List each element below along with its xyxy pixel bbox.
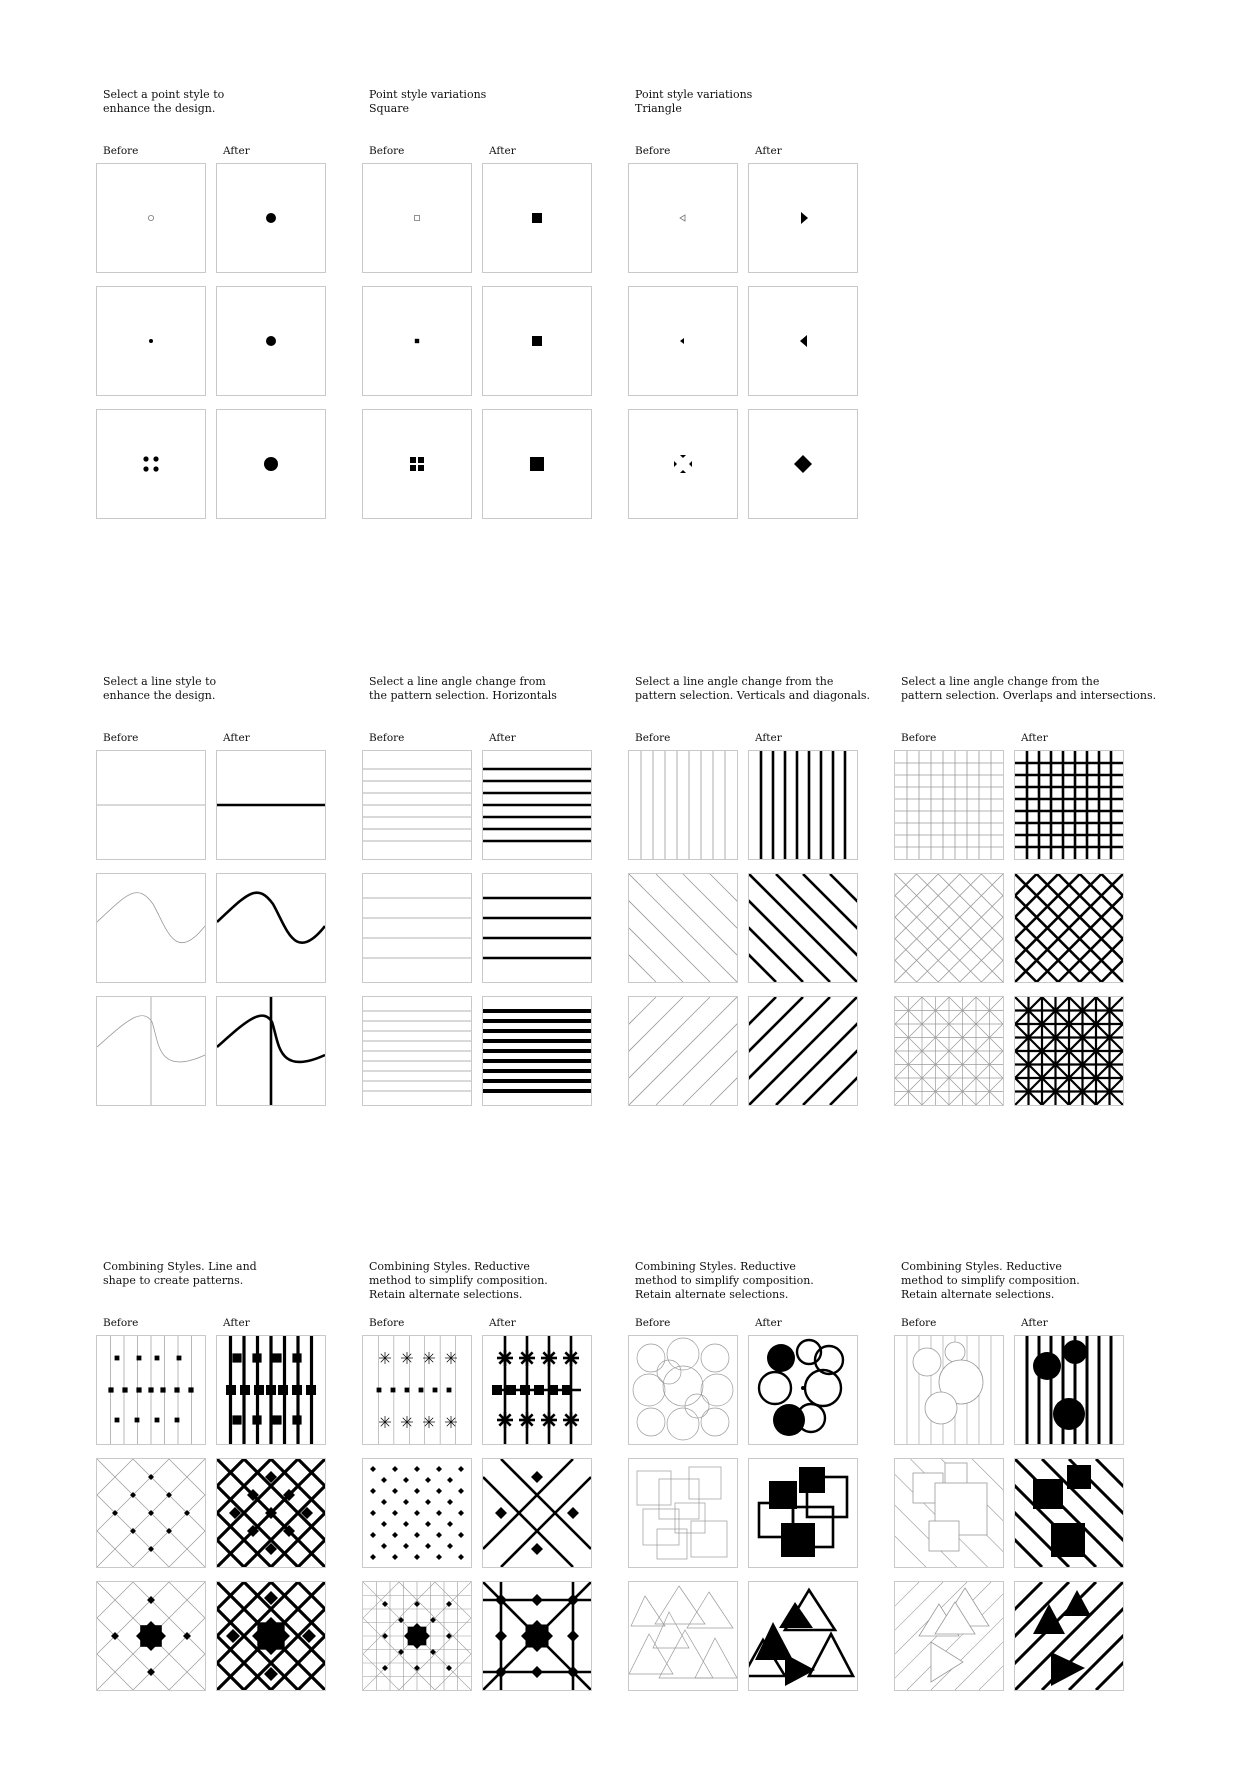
pattern-tile-before xyxy=(628,1581,738,1691)
pattern-tile-after xyxy=(482,873,592,983)
group-caption: Point style variations Triangle xyxy=(635,88,753,115)
combo-diamond-lattice-thin xyxy=(97,1459,205,1567)
before-label: Before xyxy=(901,1317,937,1329)
point-triangles-quad xyxy=(629,410,737,518)
triangles-bold xyxy=(749,1582,857,1690)
pattern-tile-before xyxy=(96,409,206,519)
crosshatch-bold xyxy=(1015,874,1123,982)
verticals-thin xyxy=(629,751,737,859)
point-square-filled xyxy=(483,164,591,272)
triangles-thin xyxy=(629,1582,737,1690)
squares-thin xyxy=(629,1459,737,1567)
pattern-tile-before xyxy=(894,873,1004,983)
diagonals-up-bold xyxy=(749,997,857,1105)
before-label: Before xyxy=(369,732,405,744)
after-label: After xyxy=(489,145,516,157)
pattern-tile-before xyxy=(362,409,472,519)
before-label: Before xyxy=(103,1317,139,1329)
pattern-tile-before xyxy=(96,286,206,396)
before-label: Before xyxy=(103,145,139,157)
group-caption: Select a line angle change from the pattern selection. Horizontals xyxy=(369,675,557,702)
pattern-tile-after xyxy=(216,409,326,519)
group-caption: Select a line style to enhance the design. xyxy=(103,675,217,702)
group-caption: Select a line angle change from the pattern selection. Verticals and diagonals. xyxy=(635,675,871,702)
line-wave-vertical-bold xyxy=(217,997,325,1105)
pattern-tile-after xyxy=(482,750,592,860)
pattern-tile-before xyxy=(362,873,472,983)
pattern-tile-after xyxy=(216,163,326,273)
after-label: After xyxy=(1021,732,1048,744)
pattern-tile-before xyxy=(362,163,472,273)
pattern-tile-after xyxy=(216,1581,326,1691)
pattern-tile-before xyxy=(628,409,738,519)
pattern-tile-before xyxy=(96,996,206,1106)
pattern-tile-before xyxy=(362,286,472,396)
pattern-tile-before xyxy=(96,1335,206,1445)
grid-thin xyxy=(895,751,1003,859)
pattern-tile-after xyxy=(216,873,326,983)
pattern-tile-before xyxy=(628,1335,738,1445)
pattern-tile-after xyxy=(748,750,858,860)
pattern-tile-before xyxy=(96,163,206,273)
point-triangle-left xyxy=(749,287,857,395)
point-diamond xyxy=(749,410,857,518)
pattern-tile-before xyxy=(894,996,1004,1106)
horizontals-11-bold xyxy=(483,997,591,1105)
horizontals-8-thin xyxy=(363,751,471,859)
combo-star-lattice-thin xyxy=(97,1582,205,1690)
pattern-tile-before xyxy=(894,1581,1004,1691)
pattern-tile-after xyxy=(482,1335,592,1445)
line-horizontal-bold xyxy=(217,751,325,859)
pattern-tile-before xyxy=(628,163,738,273)
combo-stars-bold xyxy=(483,1336,591,1444)
squares-bold xyxy=(749,1459,857,1567)
point-dot-small xyxy=(97,287,205,395)
after-label: After xyxy=(489,732,516,744)
before-label: Before xyxy=(103,732,139,744)
pattern-tile-after xyxy=(1014,750,1124,860)
before-label: Before xyxy=(635,1317,671,1329)
before-label: Before xyxy=(635,732,671,744)
horizontals-8-bold xyxy=(483,751,591,859)
combo-star-grid-thin xyxy=(363,1582,471,1690)
combo-diamond-lattice-bold xyxy=(217,1459,325,1567)
combo-star-lattice-bold xyxy=(217,1582,325,1690)
pattern-tile-after xyxy=(748,1458,858,1568)
pattern-tile-after xyxy=(748,996,858,1106)
circles-bold xyxy=(749,1336,857,1444)
line-wave-bold xyxy=(217,874,325,982)
horizontals-4-thin xyxy=(363,874,471,982)
combo-vlines-squares-bold xyxy=(217,1336,325,1444)
point-triangle-outline xyxy=(629,164,737,272)
grid-crosshatch-bold xyxy=(1015,997,1123,1105)
point-squares-quad xyxy=(363,410,471,518)
point-triangle-left-small xyxy=(629,287,737,395)
before-label: Before xyxy=(901,732,937,744)
horizontals-4-bold xyxy=(483,874,591,982)
pattern-tile-after xyxy=(216,996,326,1106)
pattern-tile-before xyxy=(894,1335,1004,1445)
before-label: Before xyxy=(369,1317,405,1329)
point-circle-small xyxy=(97,164,205,272)
point-triangle-filled xyxy=(749,164,857,272)
group-caption: Select a line angle change from the pattern selection. Overlaps and intersections. xyxy=(901,675,1157,702)
circles-vlines-thin xyxy=(895,1336,1003,1444)
combo-vlines-squares-thin xyxy=(97,1336,205,1444)
group-caption: Point style variations Square xyxy=(369,88,487,115)
after-label: After xyxy=(223,1317,250,1329)
line-wave-vertical-thin xyxy=(97,997,205,1105)
point-dots-quad xyxy=(97,410,205,518)
pattern-tile-after xyxy=(748,873,858,983)
triangles-diagonals-bold xyxy=(1015,1582,1123,1690)
squares-diagonals-thin xyxy=(895,1459,1003,1567)
diagonals-down-thin xyxy=(629,874,737,982)
pattern-tile-after xyxy=(1014,1335,1124,1445)
pattern-tile-after xyxy=(1014,873,1124,983)
pattern-tile-before xyxy=(362,996,472,1106)
pattern-tile-after xyxy=(482,286,592,396)
point-dot-large xyxy=(217,287,325,395)
pattern-tile-before xyxy=(894,750,1004,860)
pattern-tile-after xyxy=(748,286,858,396)
circles-vlines-bold xyxy=(1015,1336,1123,1444)
verticals-bold xyxy=(749,751,857,859)
group-caption: Combining Styles. Line and shape to create patterns. xyxy=(103,1260,257,1287)
pattern-tile-after xyxy=(748,163,858,273)
pattern-tile-before xyxy=(362,1458,472,1568)
before-label: Before xyxy=(635,145,671,157)
circles-thin xyxy=(629,1336,737,1444)
group-caption: Combining Styles. Reductive method to simplify composition. Retain alternate selections. xyxy=(369,1260,548,1301)
pattern-tile-before xyxy=(96,750,206,860)
pattern-tile-after xyxy=(748,1581,858,1691)
pattern-tile-before xyxy=(96,1581,206,1691)
pattern-tile-after xyxy=(1014,996,1124,1106)
squares-diagonals-bold xyxy=(1015,1459,1123,1567)
combo-stars-thin xyxy=(363,1336,471,1444)
point-square-small xyxy=(363,287,471,395)
pattern-tile-before xyxy=(628,1458,738,1568)
pattern-tile-after xyxy=(216,1458,326,1568)
after-label: After xyxy=(223,145,250,157)
pattern-tile-before xyxy=(628,873,738,983)
triangles-diagonals-thin xyxy=(895,1582,1003,1690)
before-label: Before xyxy=(369,145,405,157)
pattern-tile-after xyxy=(482,996,592,1106)
after-label: After xyxy=(489,1317,516,1329)
pattern-tile-before xyxy=(894,1458,1004,1568)
pattern-tile-before xyxy=(628,996,738,1106)
pattern-tile-after xyxy=(216,750,326,860)
pattern-tile-before xyxy=(96,1458,206,1568)
line-wave-thin xyxy=(97,874,205,982)
after-label: After xyxy=(755,1317,782,1329)
crosshatch-thin xyxy=(895,874,1003,982)
grid-crosshatch-thin xyxy=(895,997,1003,1105)
after-label: After xyxy=(755,145,782,157)
pattern-tile-before xyxy=(362,1581,472,1691)
diagonals-down-bold xyxy=(749,874,857,982)
diagonals-up-thin xyxy=(629,997,737,1105)
after-label: After xyxy=(223,732,250,744)
horizontals-11-thin xyxy=(363,997,471,1105)
pattern-tile-after xyxy=(216,286,326,396)
pattern-tile-before xyxy=(628,286,738,396)
group-caption: Combining Styles. Reductive method to simplify composition. Retain alternate selections. xyxy=(635,1260,814,1301)
pattern-tile-after xyxy=(748,1335,858,1445)
pattern-tile-before xyxy=(96,873,206,983)
line-horizontal-thin xyxy=(97,751,205,859)
grid-bold xyxy=(1015,751,1123,859)
pattern-tile-after xyxy=(748,409,858,519)
pattern-tile-after xyxy=(1014,1458,1124,1568)
pattern-tile-after xyxy=(216,1335,326,1445)
pattern-tile-after xyxy=(482,409,592,519)
after-label: After xyxy=(1021,1317,1048,1329)
pattern-tile-after xyxy=(482,1581,592,1691)
pattern-tile-after xyxy=(482,1458,592,1568)
pattern-tile-after xyxy=(482,163,592,273)
combo-star-grid-bold xyxy=(483,1582,591,1690)
after-label: After xyxy=(755,732,782,744)
pattern-tile-before xyxy=(362,1335,472,1445)
point-square-outline xyxy=(363,164,471,272)
point-square-large xyxy=(483,410,591,518)
combo-dots-lattice-thin xyxy=(363,1459,471,1567)
pattern-tile-before xyxy=(628,750,738,860)
point-dot-xlarge xyxy=(217,410,325,518)
pattern-tile-after xyxy=(1014,1581,1124,1691)
point-circle-large xyxy=(217,164,325,272)
point-square-filled xyxy=(483,287,591,395)
group-caption: Combining Styles. Reductive method to simplify composition. Retain alternate selections. xyxy=(901,1260,1080,1301)
group-caption: Select a point style to enhance the design. xyxy=(103,88,225,115)
combo-dots-lattice-bold xyxy=(483,1459,591,1567)
pattern-tile-before xyxy=(362,750,472,860)
